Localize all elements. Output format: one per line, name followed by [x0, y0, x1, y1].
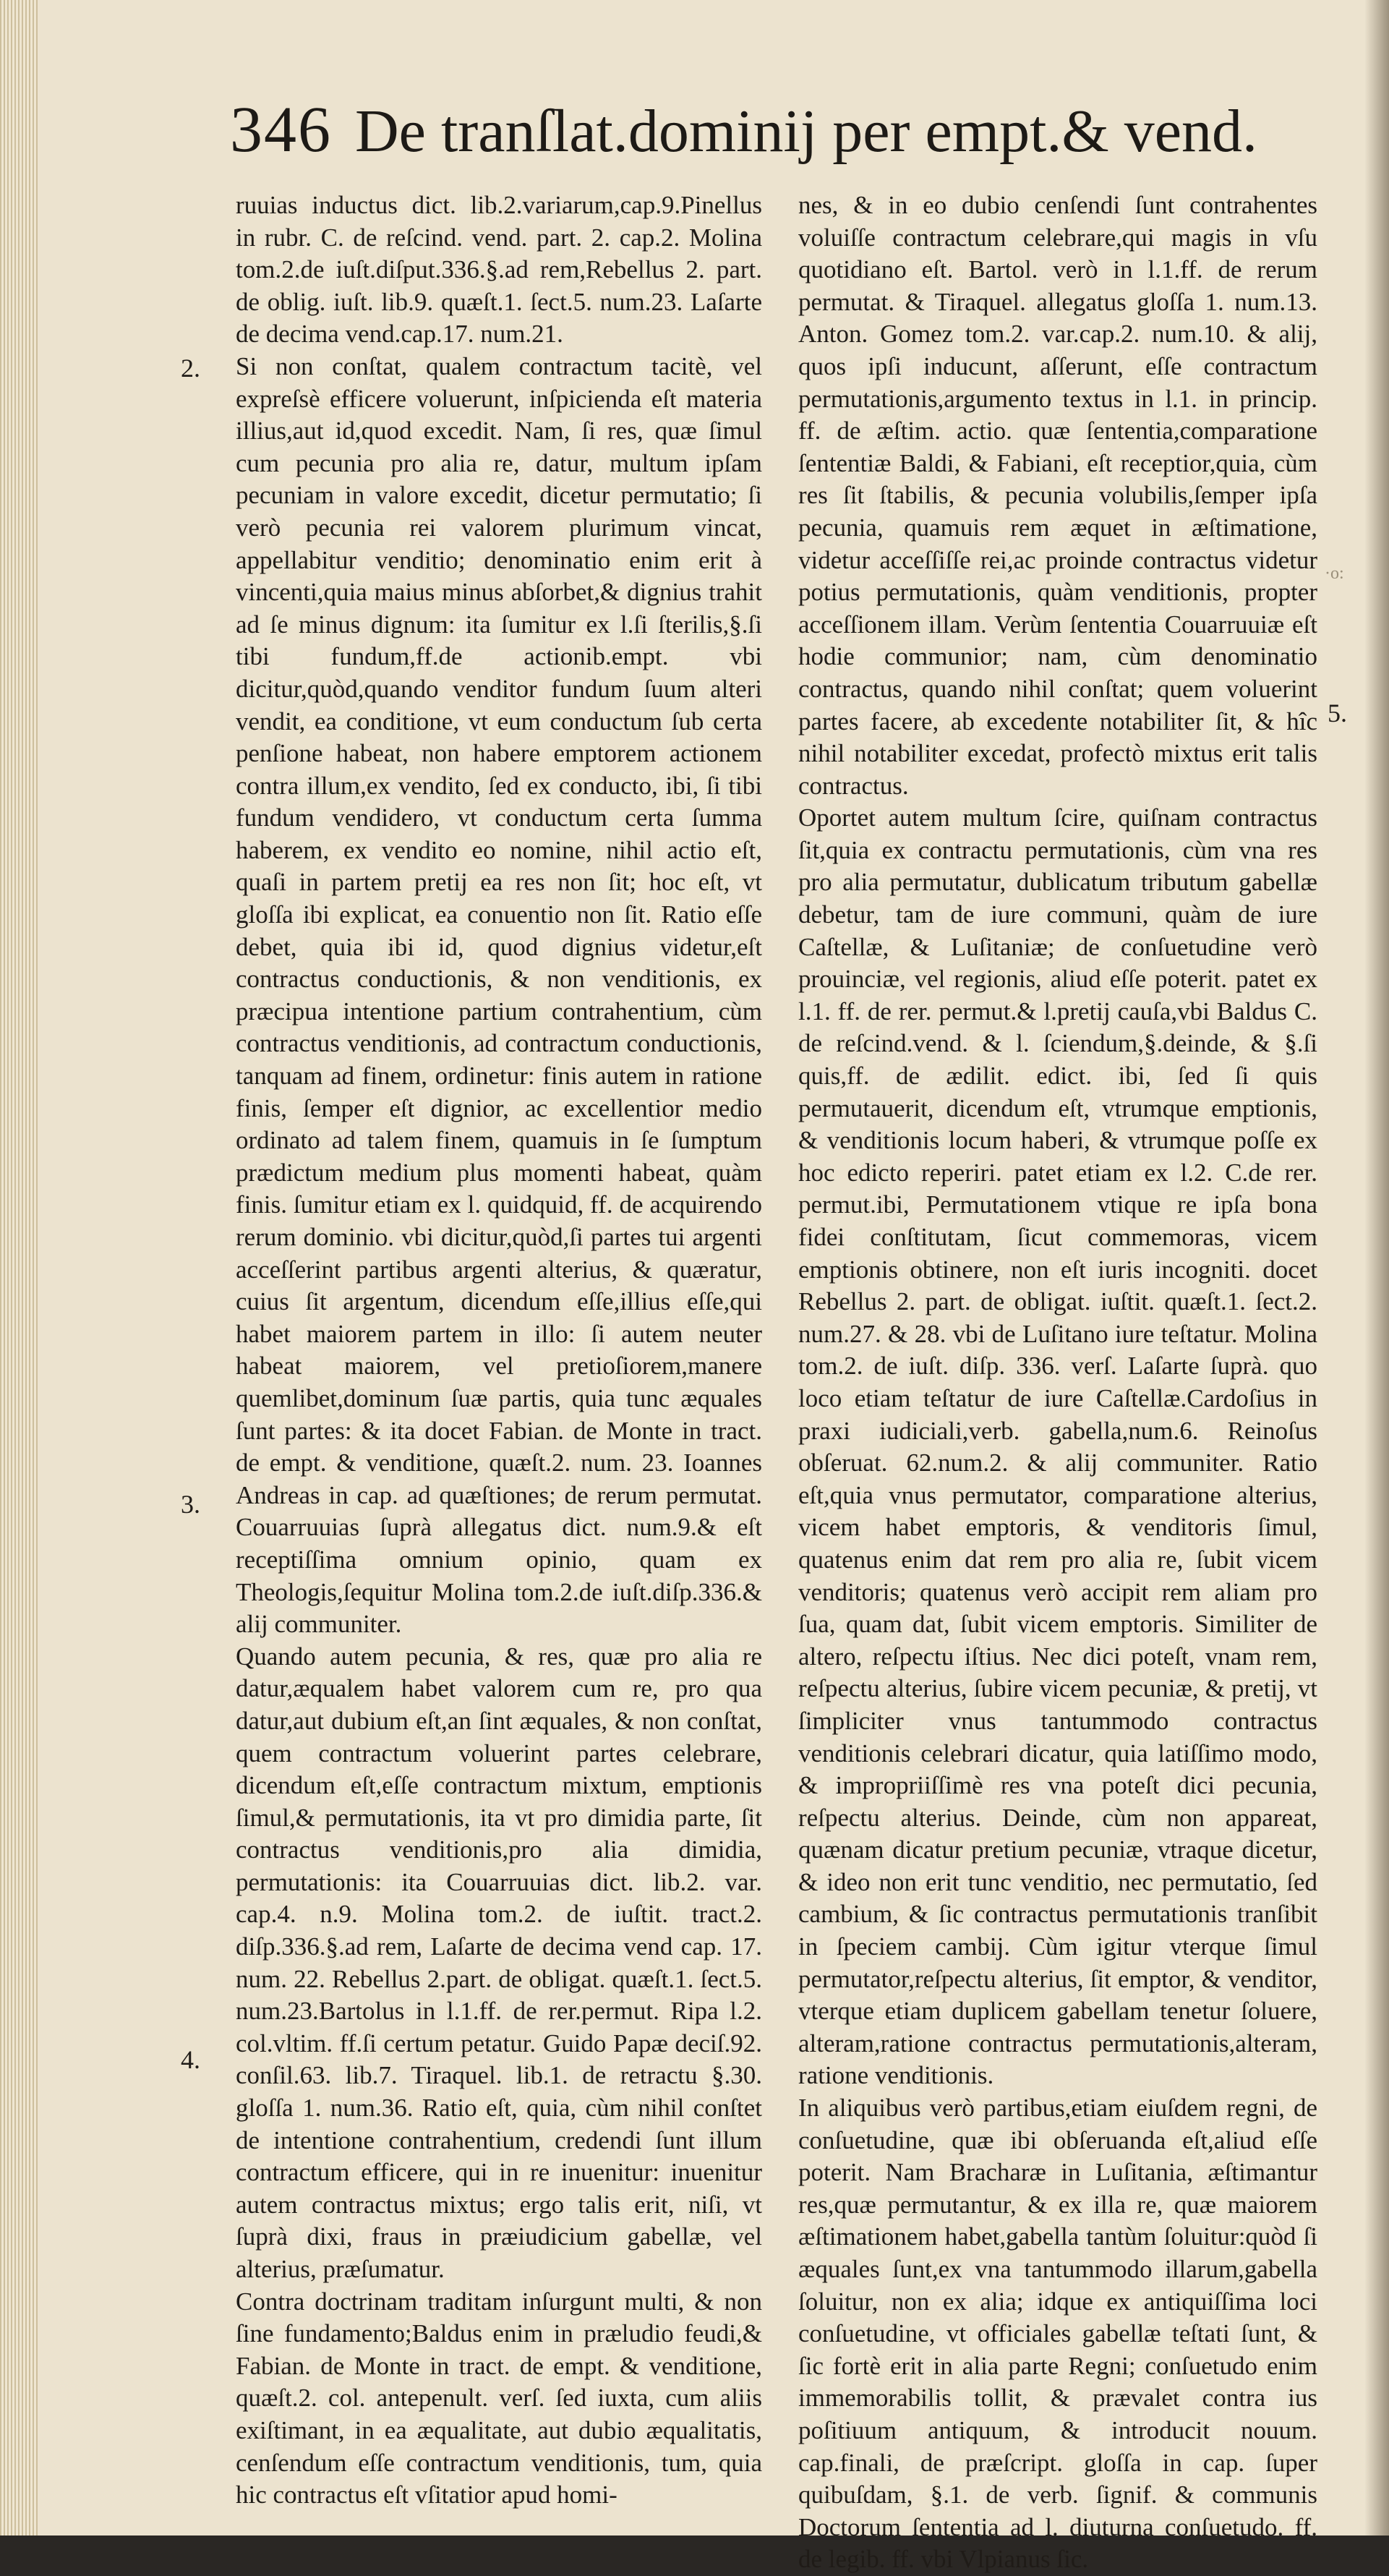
- paragraph: nes, & in eo dubio cenſendi ſunt contrahentes voluiſſe contractum celebrare,qui magis in vſu quotidiano eſt. Bartol. verò in l.1.ff. de rerum permutat. & Tiraquel. allegatus gloſſa 1. num.13. Anton. Gomez tom.2. var.cap.2. num.10. & alij, quos ipſi inducunt, aſſerunt, eſſe contractum permutationis,argumento textus in l.1. in princip. ff. de æſtim. actio. quæ ſententia,comparatione ſententiæ Baldi, & Fabiani, eſt receptior,quia, cùm res ſit ſtabilis, & pecunia volubilis,ſemper ipſa pecunia, quamuis rem æquet in æſtimatione, videtur acceſſiſſe rei,ac proinde contractus videtur potius permutationis, quàm venditionis, propter acceſſionem illam. Verùm ſententia Couarruuiæ eſt hodie communior; nam, cùm denominatio contractus, quando nihil conſtat; quem voluerint partes facere, ab excedente notabiliter ſit, & hîc nihil notabiliter excedat, profectò mixtus erit talis contractus.: [798, 191, 1317, 800]
- paragraph: In aliquibus verò partibus,etiam eiuſdem regni, de conſuetudine, quæ ibi obſeruanda eſt,aliud eſſe poterit. Nam Bracharæ in Luſitania, æſtimantur res,quæ permutantur, & ex illa re, quæ maiorem æſtimationem habet,gabella tantùm ſoluitur:quòd ſi æquales ſunt,ex vna tantummodo illarum,gabella ſoluitur, non ex alia; idque ex antiquiſſima loci conſuetudine, vt officiales gabellæ teſtati ſunt, & ſic fortè erit in alia parte Regni; conſuetudo enim immemorabilis tollit, & prævalet contra ius poſitiuum antiquum, & introducit nouum. cap.finali, de præſcript. gloſſa in cap. ſuper quibuſdam, §.1. de verb. ſignif. & communis Doctorum ſententia ad l. diuturna conſuetudo. ff. de legib. ff. vbi Vlpianus ſic.: [798, 2094, 1317, 2574]
- marginal-number-5: 5.: [1328, 699, 1347, 728]
- running-title: De tranſlat.dominij per empt.& vend.: [355, 98, 1258, 165]
- page-header: [230, 93, 1286, 179]
- paragraph: ruuias inductus dict. lib.2.variarum,cap.9.Pinellus in rubr. C. de reſcind. vend. part. 2. cap.2. Molina tom.2.de iuſt.diſput.336.§.ad rem,Rebellus 2. part. de oblig. iuſt. lib.9. quæſt.1. ſect.5. num.23. Laſarte de decima vend.cap.17. num.21.: [236, 191, 762, 349]
- paragraph: Quando autem pecunia, & res, quæ pro alia re datur,æqualem habet valorem cum re, pro qua datur,aut dubium eſt,an ſint æquales, & non conſtat, quem contractum voluerint partes celebrare, dicendum eſt,eſſe contractum mixtum, emptionis ſimul,& permutationis, ita vt pro dimidia parte, ſit contractus venditionis,pro alia dimidia, permutationis: ita Couarruuias dict. lib.2. var. cap.4. n.9. Molina tom.2. de iuſtit. tract.2. diſp.336.§.ad rem, Laſarte de decima vend cap. 17. num. 22. Rebellus 2.part. de obligat. quæſt.1. ſect.5. num.23.Bartolus in l.1.ff. de rer.permut. Ripa l.2. col.vltim. ff.ſi certum petatur. Guido Papæ deciſ.92. conſil.63. lib.7. Tiraquel. lib.1. de retractu §.30. gloſſa 1. num.36. Ratio eſt, quia, cùm nihil conſtet de intentione contrahentium, credendi ſunt illum contractum efficere, qui in re inuenitur: inuenitur autem contractus mixtus; ergo talis erit, niſi, vt ſuprà dixi, fraus in præiudicium gabellæ, vel alterius, præſumatur.: [236, 1642, 762, 2283]
- marginal-number-3: 3.: [181, 1490, 200, 1519]
- page-number: 346: [230, 94, 332, 166]
- margin-mark: ·o:: [1325, 564, 1344, 583]
- paragraph: Contra doctrinam traditam inſurgunt multi, & non ſine fundamento;Baldus enim in præludio feudi,& Fabian. de Monte in tract. de empt. & venditione, quæſt.2. col. antepenult. verſ. ſed iuxta, cum aliis exiſtimant, in ea æqualitate, aut dubio æqualitatis, cenſendum eſſe contractum venditionis, tum, quia hic contractus eſt vſitatior apud homi-: [236, 2287, 762, 2509]
- page-gutter-shadow: [1364, 0, 1389, 2536]
- marginal-number-2: 2.: [181, 354, 200, 383]
- paragraph: Si non conſtat, qualem contractum tacitè, vel expreſsè efficere voluerunt, inſpicienda eſt materia illius,aut id,quod excedit. Nam, ſi res, quæ ſimul cum pecunia pro alia re, datur, multum ipſam pecuniam in valore excedit, dicetur permutatio; ſi verò pecunia rei valorem plurimum vincat, appellabitur venditio; denominatio enim erit à vincenti,quia maius minus abſorbet,& dignius trahit ad ſe minus dignum: ita ſumitur ex l.ſi ſterilis,§.ſi tibi fundum,ff.de actionib.empt. vbi dicitur,quòd,quando venditor fundum ſuum alteri vendit, ea conditione, vt eum conductum ſub certa penſione habeat, non habere emptorem actionem contra illum,ex vendito, ſed ex conducto, ibi, ſi tibi fundum vendidero, vt conductum certa ſumma haberem, ex vendito eo nomine, nihil actio eſt, quaſi in partem pretij ea res non ſit; hoc eſt, vt gloſſa ibi explicat, ea conuentio non ſit. Ratio eſſe debet, quia ibi id, quod dignius videtur,eſt contractus conductionis, & non venditionis, ex præcipua intentione partium contrahentium, cùm contractus venditionis, ad contractum conductionis, tanquam ad finem, ordinetur: finis autem in ratione finis, ſemper eſt dignior, ac excellentior medio ordinato ad talem finem, quamuis in ſe ſumptum prædictum medium plus momenti habeat, quàm finis. ſumitur etiam ex l. quidquid, ff. de acquirendo rerum dominio. vbi dicitur,quòd,ſi partes tui argenti acceſſerint partibus argenti alterius, & quæratur, cuius ſit argentum, dicendum eſſe,illius eſſe,qui habet maiorem partem in illo: ſi autem neuter habeat maiorem, vel pretioſiorem,manere quemlibet,dominum ſuæ partis, quia tunc æquales ſunt partes: & ita docet Fabian. de Monte in tract. de empt. & venditione, quæſt.2. num. 23. Ioannes Andreas in cap. ad quæſtiones; de rerum permutat. Couarruuias ſuprà allegatus dict. num.9.& eſt receptiſſima omnium opinio, quam ex Theologis,ſequitur Molina tom.2.de iuſt.diſp.336.& alij communiter.: [236, 351, 762, 1639]
- page-edge-stack: [0, 0, 38, 2536]
- left-text-column: [236, 189, 762, 2509]
- marginal-number-4: 4.: [181, 2045, 200, 2074]
- paragraph: Oportet autem multum ſcire, quiſnam contractus ſit,quia ex contractu permutationis, cùm vna res pro alia permutatur, dublicatum tributum gabellæ debetur, tam de iure communi, quàm de iure Caſtellæ, & Luſitaniæ; de conſuetudine verò prouinciæ, vel regionis, aliud eſſe poterit. patet ex l.1. ff. de rer. permut.& l.pretij cauſa,vbi Baldus C. de reſcind.vend. & l. ſciendum,§.deinde, & §.ſi quis,ff. de ædilit. edict. ibi, ſed ſi quis permutauerit, dicendum eſt, vtrumque emptionis, & venditionis locum haberi, & vtrumque poſſe ex hoc edicto reperiri. patet etiam ex l.2. C.de rer. permut.ibi, Permutationem vtique re ipſa bona fidei conſtitutam, ſicut commemoras, vicem emptionis obtinere, non eſt iuris incogniti. docet Rebellus 2. part. de obligat. iuſtit. quæſt.1. ſect.2. num.27. & 28. vbi de Luſitano iure teſtatur. Molina tom.2. de iuſt. diſp. 336. verſ. Laſarte ſuprà. quo loco etiam teſtatur de iure Caſtellæ.Cardoſius in praxi iudiciali,verb. gabella,num.6. Reinoſus obſeruat. 62.num.2. & alij communiter. Ratio eſt,quia vnus permutator, comparatione alterius, vicem habet emptoris, & venditoris ſimul, quatenus enim dat rem pro alia re, ſubit vicem venditoris; quatenus verò accipit rem aliam pro ſua, quam dat, ſubit vicem emptoris. Similiter de altero, reſpectu iſtius. Nec dici poteſt, vnam rem, reſpectu alterius, ſubire vicem pecuniæ, & pretij, vt ſimpliciter vnus tantummodo contractus venditionis celebrari dicatur, quia latiſſimo modo, & impropriiſſimè res vna poteſt dici pecunia, reſpectu alterius. Deinde, cùm non appareat, quænam dicatur pretium pecuniæ, vtraque dicetur, & ideo non erit tunc venditio, nec permutatio, ſed cambium, & ſic contractus permutationis tranſibit in ſpeciem cambij. Cùm igitur vterque ſimul permutator,reſpectu alterius, ſit emptor, & venditor, vterque etiam duplicem gabellam tenetur ſoluere, alteram,ratione contractus permutationis,alteram, ratione venditionis.: [798, 803, 1317, 2090]
- right-text-column: [798, 189, 1317, 2574]
